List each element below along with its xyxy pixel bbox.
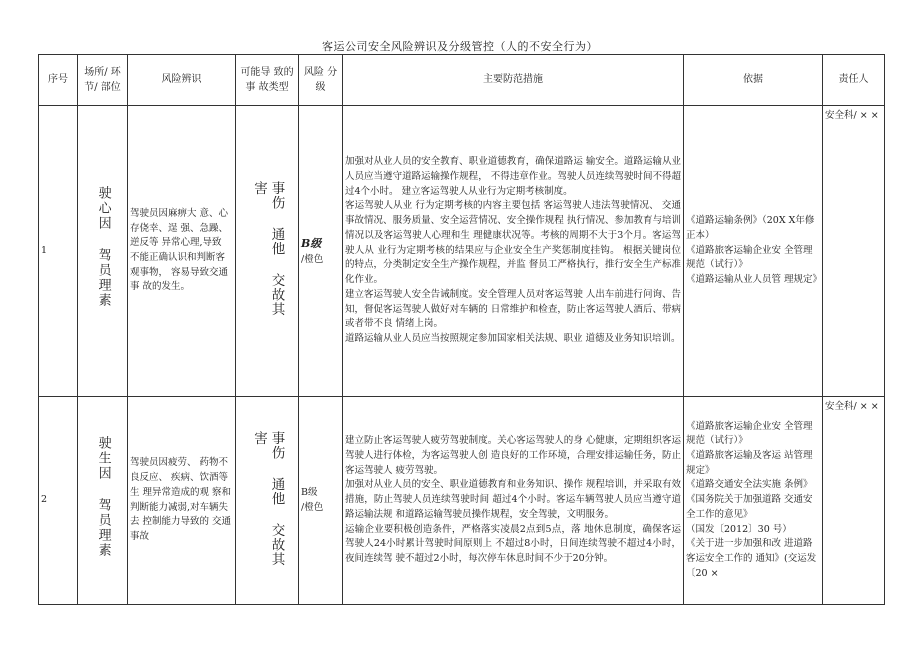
row-risk: 驾驶员因麻痹大 意、心存侥幸、逞 强、急躁、逆反等 异常心理,导致 不能正确认识和判断客观事物， 容易导致交通事 故的发生。	[128, 106, 236, 397]
row-responsible: 安全科/ × ×	[823, 397, 885, 605]
risk-level-color: /橙色	[301, 501, 324, 513]
risk-table	[38, 54, 885, 605]
row-risk: 驾驶员因疲劳、 药物不良反应、 疾病、饮酒等生 理异常造成的观 察和判断能力减弱,对车辆失去 控制能力导致的 交通事故	[128, 397, 236, 605]
row-measures	[343, 106, 684, 397]
measure-paragraph: 运输企业要积极创造条件，严格落实凌晨2点到5点，落 地休息制度，确保客运驾驶人24小时累计驾驶时间原则上 不超过8小时，日间连续驾驶不超过4小时，夜间连续驾 驶不超过2小时，每次停车休息时间不少于20分钟。	[345, 523, 681, 565]
row-place-text: 驶生因 驾员理素	[95, 435, 111, 558]
basis-item: 《道路运输从业人员管 理规定》	[686, 274, 823, 286]
header-responsible: 责任人	[823, 55, 885, 106]
table-row	[39, 106, 885, 397]
basis-item: 《国务院关于加强道路 交通安全工作的意见》	[686, 494, 813, 520]
row-accident-text: 事伤 通他 交故其害	[251, 430, 285, 566]
row-measures	[343, 397, 684, 605]
measure-paragraph: 道路运输从业人员应当按照规定参加国家相关法规、职业 道德及业务知识培训。	[345, 332, 681, 344]
header-basis: 依据	[684, 55, 823, 106]
header-row	[39, 55, 885, 106]
risk-level-code: B级	[301, 486, 318, 498]
basis-item: 《道路旅客运输企业安 全管理规范（试行）》	[686, 244, 813, 271]
row-level	[299, 397, 343, 605]
row-responsible: 安全科/ × ×	[823, 106, 885, 397]
table-row	[39, 397, 885, 605]
risk-level-color: /橙色	[301, 253, 324, 265]
row-accident	[236, 397, 299, 605]
row-place	[78, 397, 128, 605]
basis-item: 《道路交通安全法实施 条例》	[686, 479, 813, 491]
basis-item: 《道路旅客运输及客运 站管理规定》	[686, 449, 813, 476]
header-measures: 主要防范措施	[343, 55, 684, 106]
measure-paragraph: 建立客运驾驶人安全告诫制度。安全管理人员对客运驾驶 人出车前进行问询、告知，督促客运驾驶人做好对车辆的 日常维护和检查，防止客运驾驶人酒后、带病或者带不良 情绪上岗。	[345, 288, 681, 330]
risk-level-code: B级	[301, 236, 322, 250]
page-title: 客运公司安全风险辨识及分级管控（人的不安全行为）	[322, 40, 598, 53]
row-accident	[236, 106, 299, 397]
measure-paragraph: 建立防止客运驾驶人疲劳驾驶制度。关心客运驾驶人的身 心健康，定期组织客运驾驶人进行体检，为客运驾驶人创 造良好的工作环境，合理安排运输任务，防止客运驾驶人 疲劳驾驶。	[345, 435, 681, 476]
basis-item: （国发〔2012〕30 号）	[686, 523, 792, 535]
header-seq: 序号	[39, 55, 78, 106]
row-basis	[684, 397, 823, 605]
header-accident: 可能导 致的事 故类型	[236, 55, 299, 106]
row-basis	[684, 106, 823, 397]
basis-item: 《道路运输条例》（20X X年修正本）	[686, 215, 815, 241]
row-seq: 1	[39, 106, 78, 397]
basis-item: 《关于进一步加强和改 进道路客运安全工作的 通知》(交运发〔20 ×	[686, 538, 817, 579]
measure-paragraph: 加强对从业人员的安全、职业道德教育和业务知识、操作 规程培训，并采取有效措施，防止驾驶人员连续驾驶时间 超过4个小时。客运车辆驾驶人员应当遵守道路运输法规 和道路运输驾驶员操作规程，安全驾驶，文明服务。	[345, 479, 681, 520]
row-accident-text: 事伤 通他 交故其害	[251, 181, 285, 317]
header-level: 风险 分级	[299, 55, 343, 106]
measure-paragraph: 客运驾驶人从业 行为定期考核的内容主要包括 客运驾驶人违法驾驶情况、 交通事故情况、服务质量、安全运营情况、安全操作规程 执行情况、参加教育与培训情况以及客运驾驶人心理和生 理健康状况等。考核的周期不大于3个月。客运驾驶人从 业行为定期考核的结果应与企业安全生产奖惩制度挂钩。 根据关键岗位的特点，分类制定安全生产操作规程，并监 督员工严格执行，推行安全生产标准化作业。	[345, 200, 681, 286]
row-level	[299, 106, 343, 397]
header-place: 场所/ 环节/ 部位	[78, 55, 128, 106]
row-seq: 2	[39, 397, 78, 605]
measure-paragraph: 加强对从业人员的安全教育、职业道德教育，确保道路运 输安全。道路运输从业人员应当遵守道路运输操作规程， 不得违章作业。驾驶人员连续驾驶时间不得超过4个小时。 建立客运驾驶人从业行为定期考核制度。	[345, 156, 681, 197]
header-risk: 风险辨识	[128, 55, 236, 106]
row-place-text: 驶心因 驾员理素	[95, 186, 111, 308]
row-place	[78, 106, 128, 397]
basis-item: 《道路旅客运输企业安 全管理规范（试行）》	[686, 420, 813, 447]
